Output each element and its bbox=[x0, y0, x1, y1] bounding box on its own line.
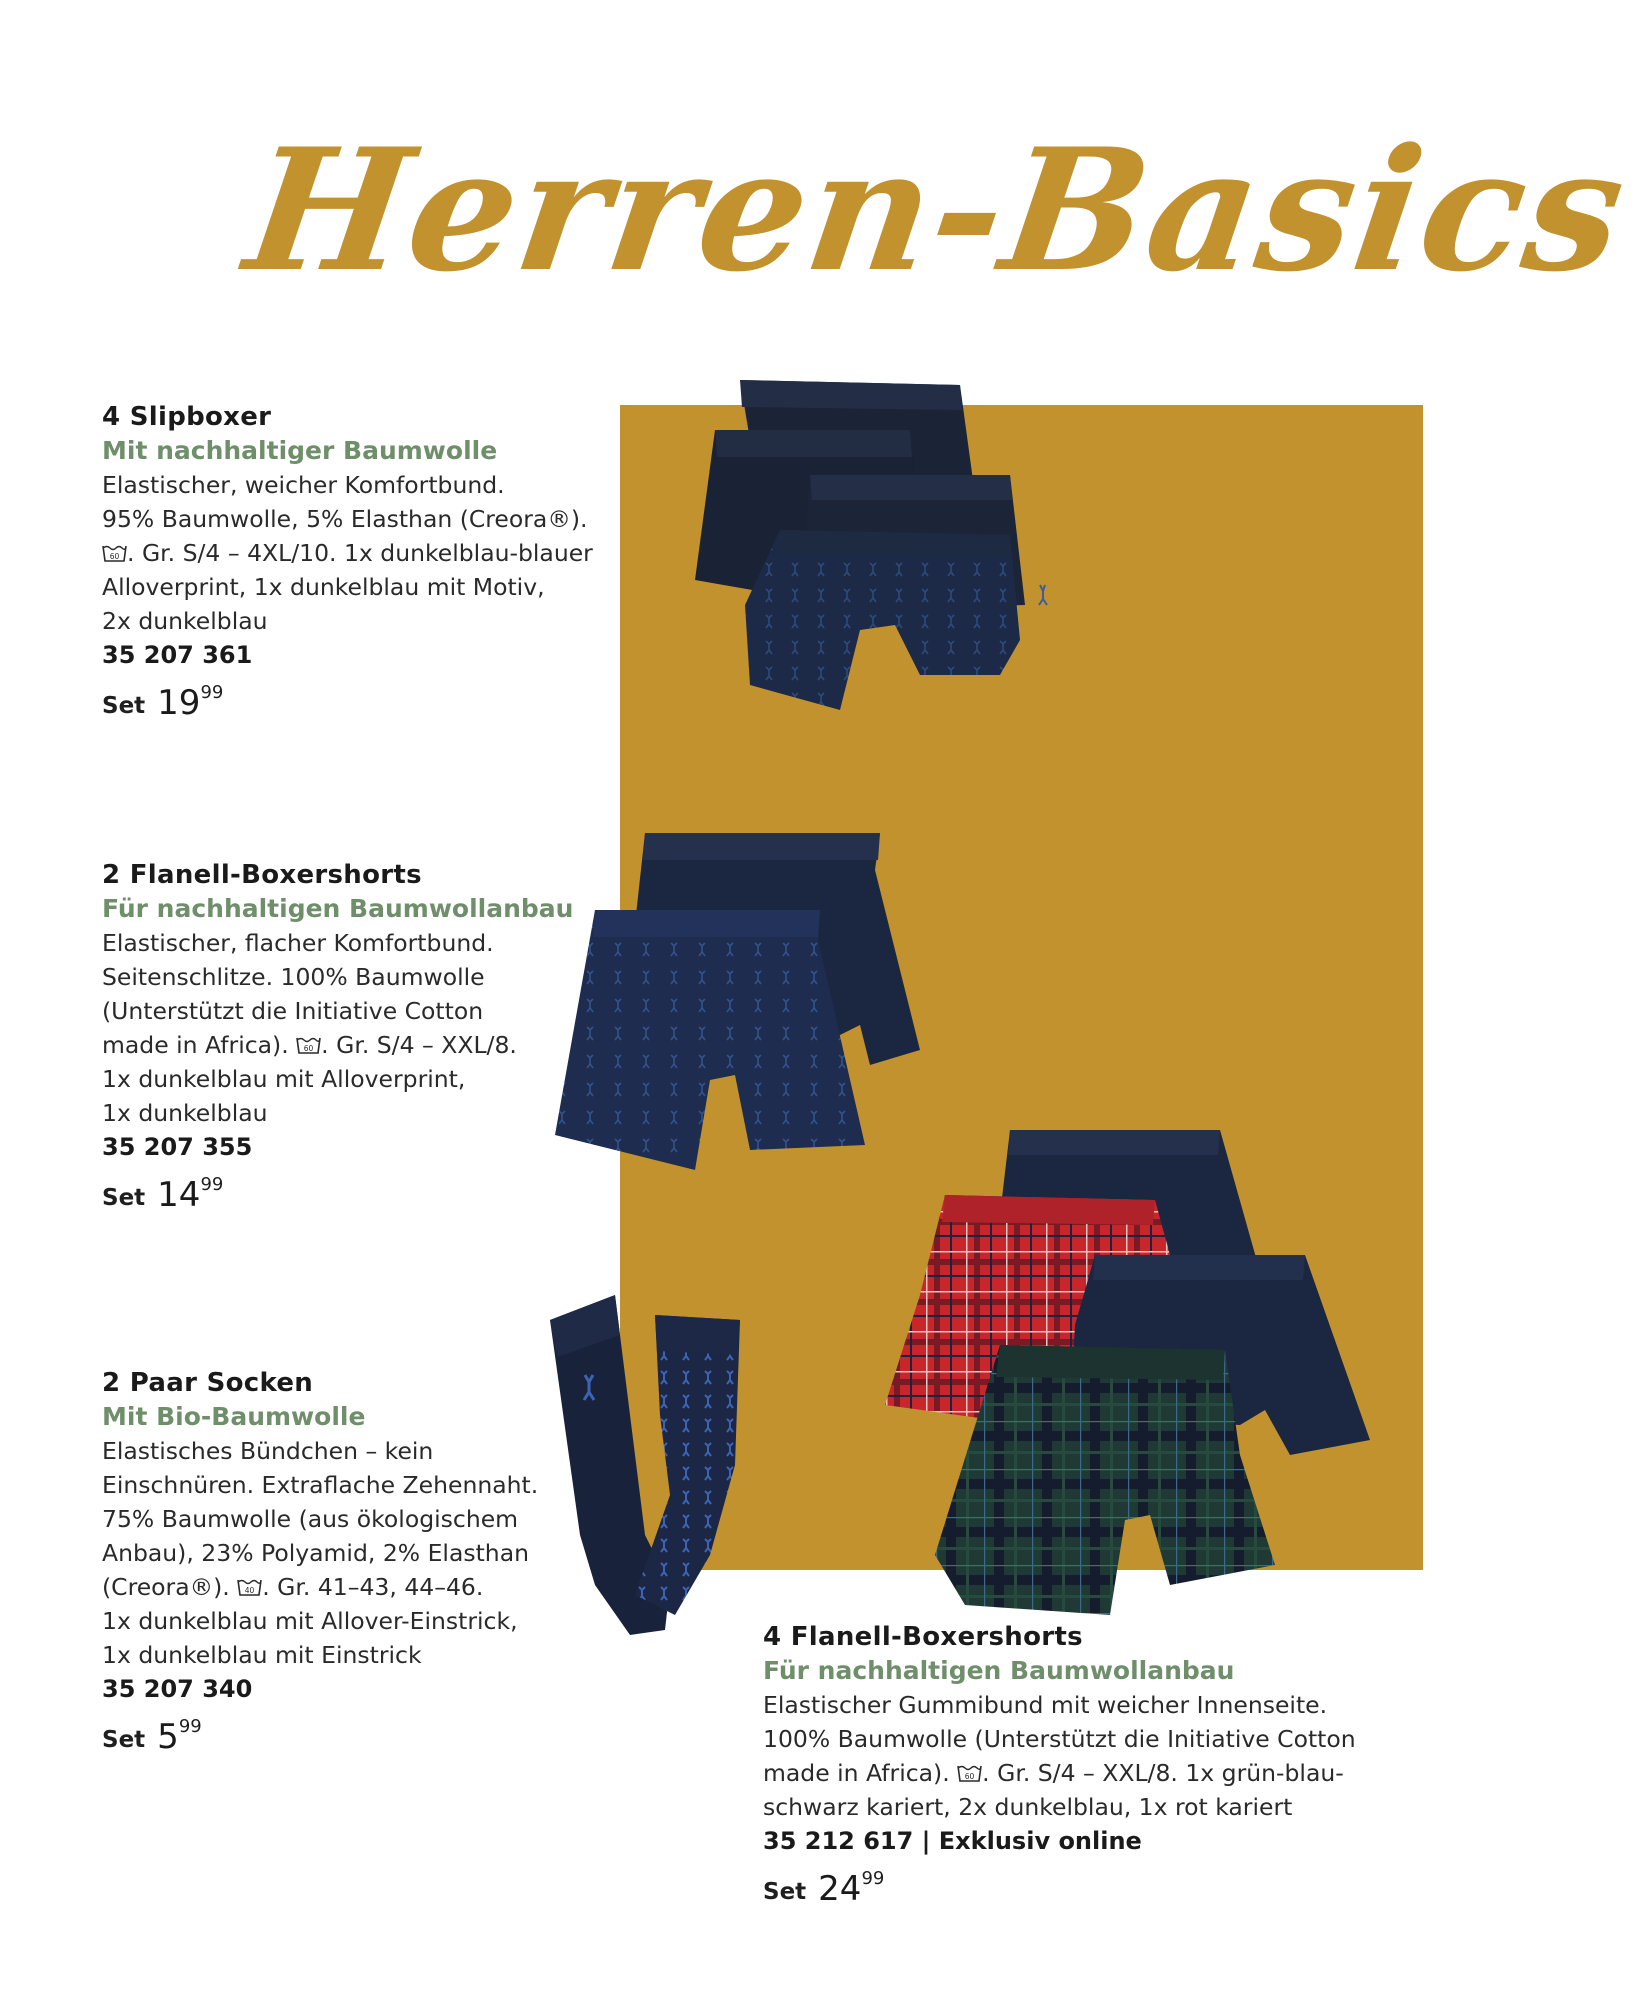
price bbox=[763, 1868, 1356, 1909]
flanell-boxershorts-photo bbox=[550, 825, 930, 1180]
article-number: 35 207 340 bbox=[102, 1675, 253, 1703]
svg-text:60: 60 bbox=[109, 552, 120, 561]
price-euro: 19 bbox=[157, 683, 201, 723]
price bbox=[102, 682, 593, 723]
product-description: Elastischer, weicher Komfortbund. 95% Baumwolle, 5% Elasthan (Creora®). 60 . Gr. S/4 – 4XL/10. 1x dunkelblau-blauer Alloverprint, 1x dunkelblau mit Motiv, 2x dunkelblau bbox=[102, 471, 593, 635]
product-description: Elastischer Gummibund mit weicher Innenseite. 100% Baumwolle (Unterstützt die Initiative Cotton made in Africa). 60 . Gr. S/4 – XXL/8. 1x grün-blau- schwarz kariert, 2x dunkelblau, 1x rot kariert bbox=[763, 1691, 1356, 1821]
product-subtitle: Mit Bio-Baumwolle bbox=[102, 1402, 366, 1431]
product-subtitle: Mit nachhaltiger Baumwolle bbox=[102, 436, 498, 465]
product-flanell-boxershorts-4 bbox=[763, 1620, 1356, 1909]
set-label: Set bbox=[763, 1879, 807, 1905]
wash-60-icon bbox=[296, 1036, 321, 1055]
wash-60-icon bbox=[957, 1764, 982, 1783]
slipboxer-photo bbox=[680, 375, 1080, 725]
price-euro: 5 bbox=[157, 1717, 179, 1757]
four-boxershorts-photo bbox=[880, 1125, 1370, 1625]
set-label: Set bbox=[102, 693, 146, 719]
set-label: Set bbox=[102, 1185, 146, 1211]
product-slipboxer bbox=[102, 400, 593, 723]
svg-text:60: 60 bbox=[303, 1044, 314, 1053]
set-label: Set bbox=[102, 1727, 146, 1753]
svg-text:40: 40 bbox=[244, 1586, 255, 1595]
wash-60-icon bbox=[102, 544, 127, 563]
price-euro: 14 bbox=[157, 1175, 201, 1215]
product-socken bbox=[102, 1366, 539, 1757]
price-euro: 24 bbox=[818, 1869, 862, 1909]
product-flanell-boxershorts-2 bbox=[102, 858, 574, 1215]
article-number: 35 207 361 bbox=[102, 641, 253, 669]
product-subtitle: Für nachhaltigen Baumwollanbau bbox=[102, 894, 574, 923]
wash-40-icon bbox=[237, 1578, 262, 1597]
socks-photo bbox=[545, 1295, 745, 1680]
product-description: Elastisches Bündchen – kein Einschnüren. Extraflache Zehennaht. 75% Baumwolle (aus ökologischem Anbau), 23% Polyamid, 2% Elasthan (Creora®). 40 . Gr. 41–43, 44–46. 1x dunkelblau mit Allover-Einstrick, 1x dunkelblau mit Einstrick bbox=[102, 1437, 539, 1669]
price bbox=[102, 1174, 573, 1215]
price-cent: 99 bbox=[200, 682, 224, 703]
price-cent: 99 bbox=[178, 1716, 202, 1737]
price-cent: 99 bbox=[861, 1868, 885, 1889]
product-name: 4 Flanell-Boxershorts bbox=[763, 1622, 1083, 1652]
product-name: 4 Slipboxer bbox=[102, 402, 272, 432]
article-number: 35 212 617 | Exklusiv online bbox=[763, 1827, 1142, 1855]
product-subtitle: Für nachhaltigen Baumwollanbau bbox=[763, 1656, 1235, 1685]
product-name: 2 Paar Socken bbox=[102, 1368, 314, 1398]
svg-text:60: 60 bbox=[964, 1772, 975, 1781]
page-title: Herren-Basics bbox=[236, 111, 1638, 309]
product-description: Elastischer, flacher Komfortbund. Seitenschlitze. 100% Baumwolle (Unterstützt die Initiative Cotton made in Africa). 60 . Gr. S/4 – XXL/8. 1x dunkelblau mit Alloverprint, 1x dunkelblau bbox=[102, 929, 517, 1127]
article-number: 35 207 355 bbox=[102, 1133, 253, 1161]
price-cent: 99 bbox=[200, 1174, 224, 1195]
price bbox=[102, 1716, 538, 1757]
product-name: 2 Flanell-Boxershorts bbox=[102, 860, 422, 890]
